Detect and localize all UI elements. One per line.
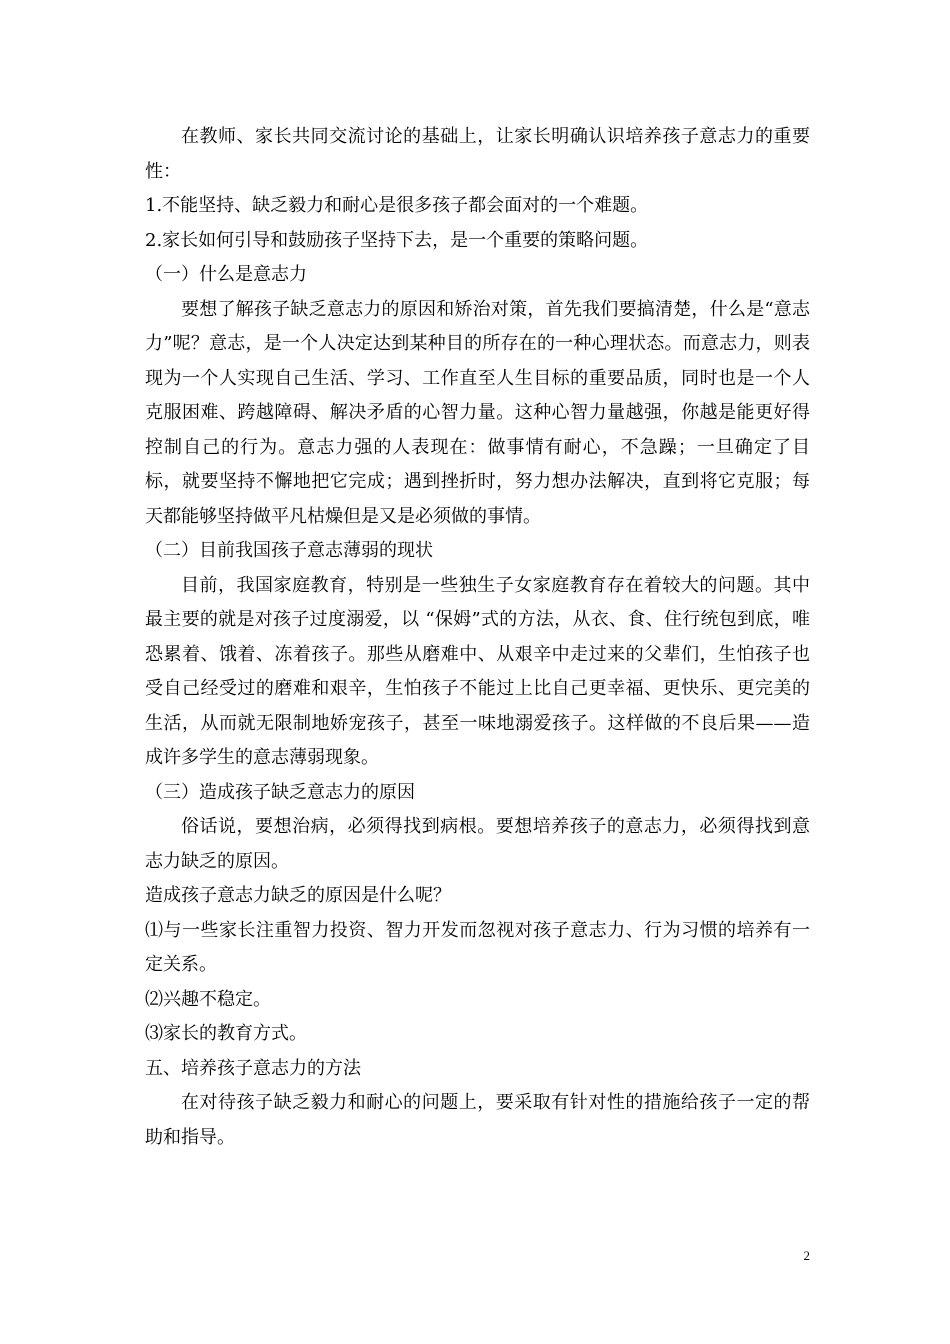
paragraph-causes-intro: 俗话说，要想治病，必须得找到病根。要想培养孩子的意志力，必须得找到意志力缺乏的原因。	[145, 816, 810, 872]
section-heading-3: （三）造成孩子缺乏意志力的原因	[145, 781, 415, 803]
cause-item-1: ⑴与一些家长注重智力投资、智力开发而忽视对孩子意志力、行为习惯的培养有一定关系。	[145, 919, 810, 975]
section-heading-5: 五、培养孩子意志力的方法	[145, 1057, 361, 1079]
cause-item-2: ⑵兴趣不稳定。	[145, 988, 271, 1010]
document-body	[145, 120, 810, 1155]
list-item-1: 1.不能坚持、缺乏毅力和耐心是很多孩子都会面对的一个难题。	[145, 195, 649, 216]
section-heading-2: （二）目前我国孩子意志薄弱的现状	[145, 540, 433, 561]
list-item-2: 2.家长如何引导和鼓励孩子坚持下去，是一个重要的策略问题。	[145, 229, 649, 251]
paragraph-current-situation: 目前，我国家庭教育，特别是一些独生子女家庭教育存在着较大的问题。其中最主要的就是对孩子过度溺爱，以 “保姆”式的方法，从衣、食、住行统包到底，唯恐累着、饿着、冻着孩子。那些从磨难中、从艰辛中走过来的父辈们，生怕孩子也受自己经受过的磨难和艰辛，生怕孩子不能过上比自己更幸福、更快乐、更完美的生活，从而就无限制地娇宠孩子，甚至一味地溺爱孩子。这样做的不良后果——造成许多学生的意志薄弱现象。	[145, 574, 810, 768]
paragraph-what-is-willpower: 要想了解孩子缺乏意志力的原因和矫治对策，首先我们要搞清楚，什么是“意志力”呢？意志，是一个人决定达到某种目的所存在的一种心理状态。而意志力，则表现为一个人实现自己生活、学习、工作直至人生目标的重要品质，同时也是一个人克服困难、跨越障碍、解决矛盾的心智力量。这种心智力量越强，你越是能更好得控制自己的行为。意志力强的人表现在：做事情有耐心，不急躁；一旦确定了目标，就要坚持不懈地把它完成；遇到挫折时，努力想办法解决，直到将它克服；每天都能够坚持做平凡枯燥但是又是必须做的事情。	[145, 298, 810, 527]
page-number: 2	[803, 1248, 810, 1263]
paragraph-causes-question: 造成孩子意志力缺乏的原因是什么呢？	[145, 885, 451, 906]
section-heading-1: （一）什么是意志力	[145, 264, 307, 285]
cause-item-3: ⑶家长的教育方式。	[145, 1023, 307, 1044]
paragraph-methods: 在对待孩子缺乏毅力和耐心的问题上，要采取有针对性的措施给孩子一定的帮助和指导。	[145, 1092, 810, 1148]
paragraph-intro: 在教师、家长共同交流讨论的基础上，让家长明确认识培养孩子意志力的重要性：	[145, 126, 810, 182]
